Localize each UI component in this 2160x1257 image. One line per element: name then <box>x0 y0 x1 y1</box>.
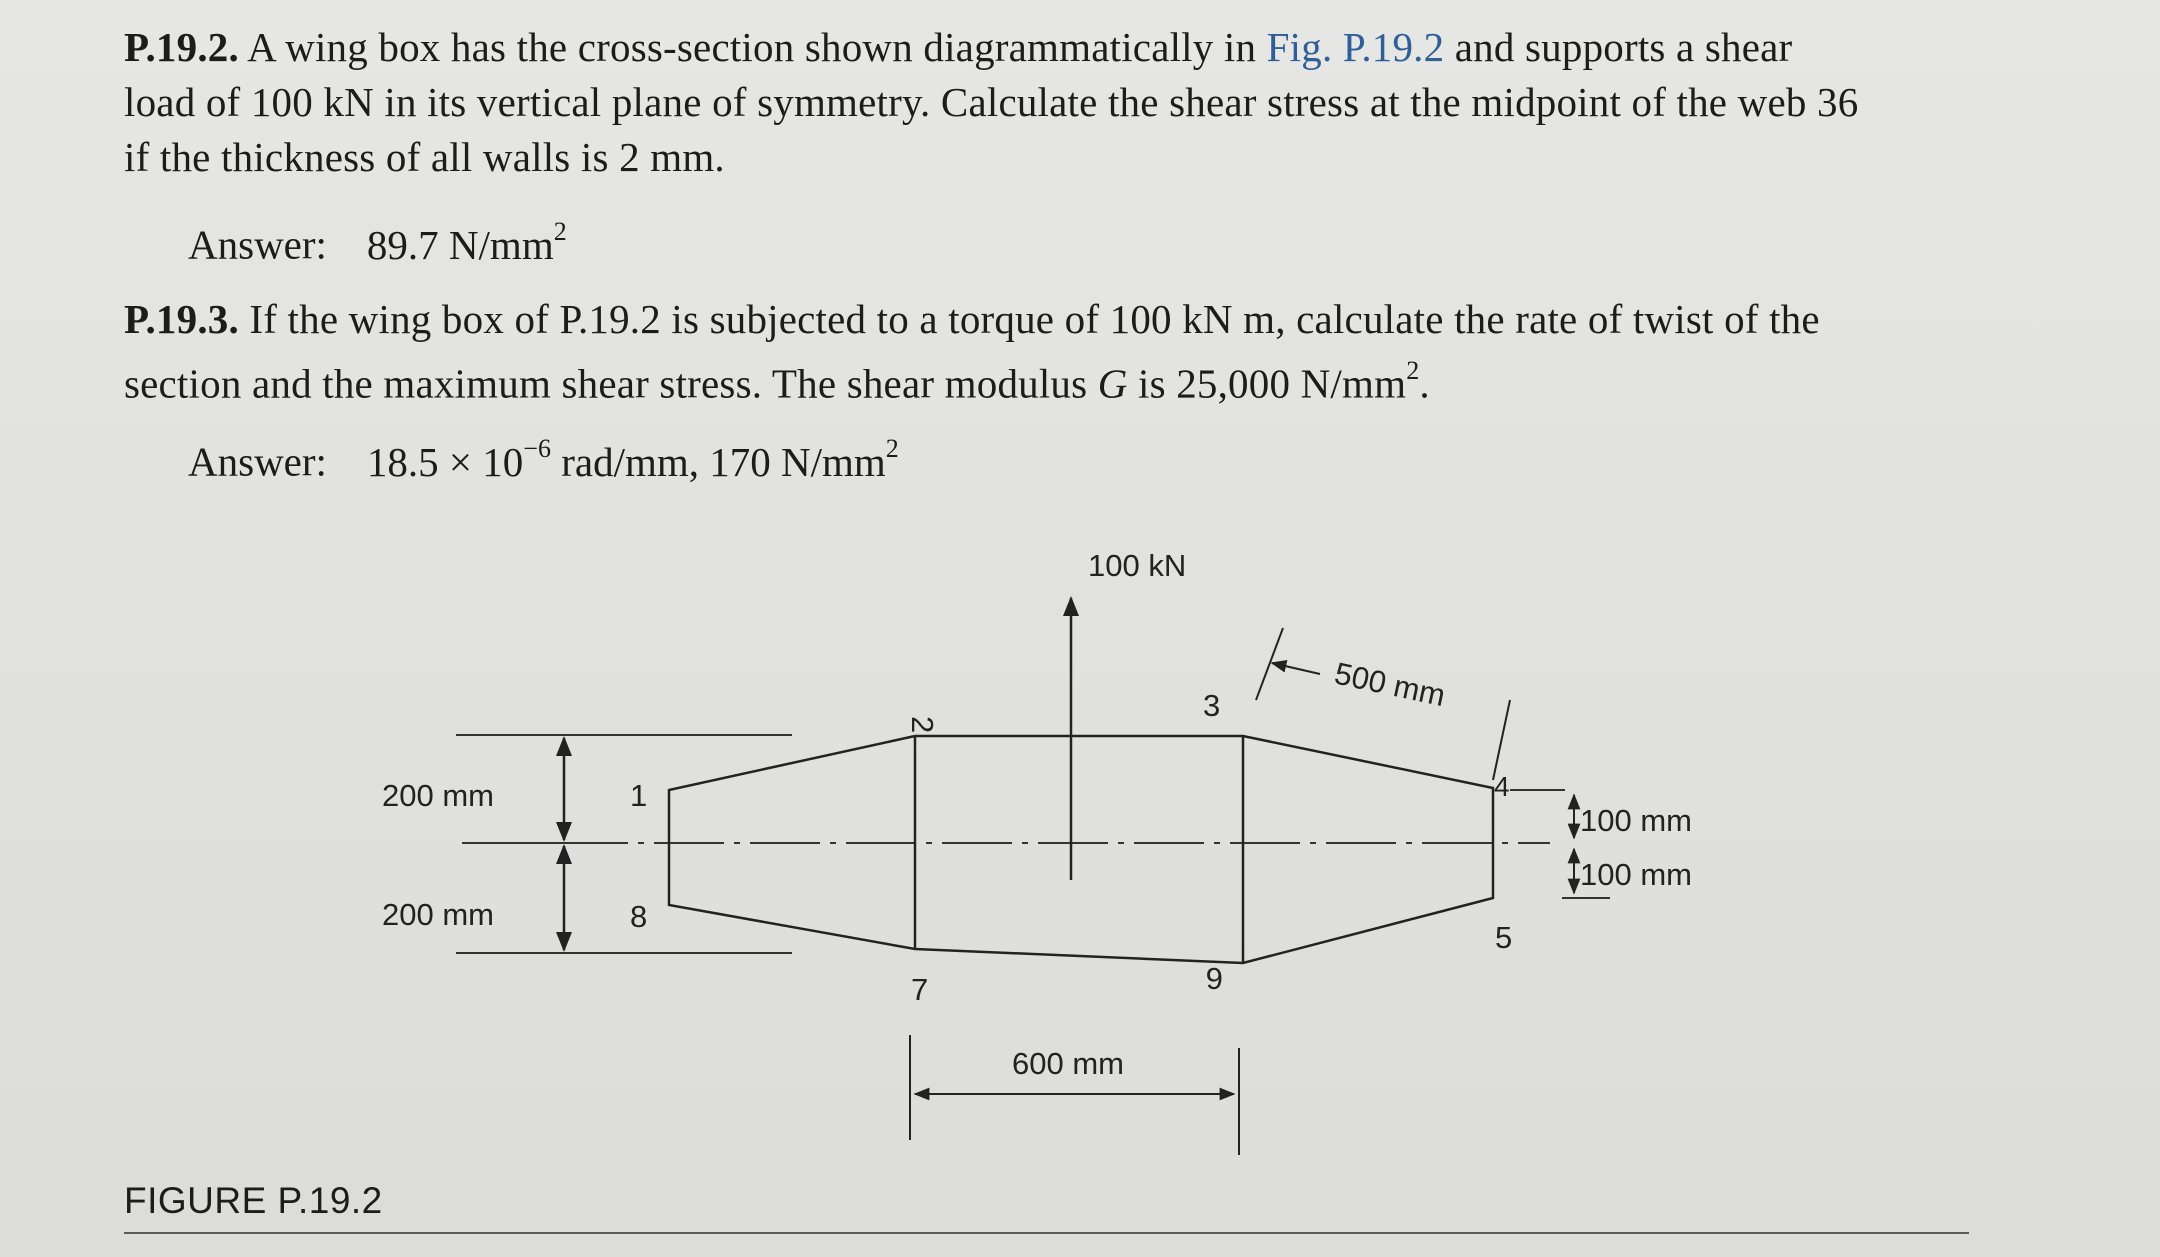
node-label-5: 5 <box>1495 920 1513 955</box>
answer-19-3-value-b: rad/mm, 170 N/mm <box>550 438 886 485</box>
problem-19-2-line-2: load of 100 kN in its vertical plane of symmetry. Calculate the shear stress at the midpoint of the web 36 <box>124 79 1859 125</box>
answer-19-2-exponent: 2 <box>553 217 567 246</box>
answer-19-3-label: Answer: <box>188 438 327 485</box>
dim-500-arrow <box>1272 663 1320 674</box>
problem-19-3-text: If the wing box of P.19.2 is subjected to a torque of 100 kN m, calculate the rate of twist of the <box>249 296 1820 342</box>
problem-19-2-line-3: if the thickness of all walls is 2 mm. <box>124 134 725 180</box>
answer-19-2-label: Answer: <box>188 221 327 268</box>
problem-19-3-period: . <box>1419 360 1430 407</box>
problem-19-2-text-b: and supports a shear <box>1454 24 1793 70</box>
dim-500-label: 500 mm <box>1331 655 1449 714</box>
problem-19-2-text-a: A wing box has the cross-section shown diagrammatically in <box>247 24 1257 70</box>
problem-19-3-label: P.19.3. <box>124 296 239 342</box>
problem-19-2-label: P.19.2. <box>124 24 239 70</box>
wing-box-outline <box>669 736 1493 963</box>
answer-19-3-exponent-2: 2 <box>885 434 899 463</box>
figure-reference-link[interactable]: Fig. P.19.2 <box>1266 24 1445 70</box>
figure-caption: FIGURE P.19.2 <box>124 1180 383 1221</box>
answer-19-3-value-a: 18.5 × 10 <box>366 438 524 485</box>
node-label-1: 1 <box>630 778 648 813</box>
problem-19-3-text-b: is 25,000 N/mm <box>1138 360 1407 407</box>
problem-19-3-exponent: 2 <box>1406 356 1420 385</box>
answer-19-3-exponent-1: −6 <box>523 434 551 463</box>
node-label-6: 6 <box>1205 961 1223 996</box>
dim-100-top-label: 100 mm <box>1580 803 1692 838</box>
dim-100-bottom-label: 100 mm <box>1580 857 1692 892</box>
problem-19-3-text-a: section and the maximum shear stress. The shear modulus <box>124 360 1088 407</box>
node-label-3: 3 <box>1203 688 1221 723</box>
node-label-8: 8 <box>630 899 648 934</box>
node-label-4: 4 <box>1494 771 1510 802</box>
load-label: 100 kN <box>1088 548 1187 583</box>
node-label-2: 2 <box>905 716 940 734</box>
caption-divider <box>124 1232 1969 1234</box>
dim-600-label: 600 mm <box>1012 1046 1124 1081</box>
node-label-7: 7 <box>911 972 929 1007</box>
dim-200-top-label: 200 mm <box>382 778 494 813</box>
answer-19-2-value-text: 89.7 N/mm <box>366 221 554 268</box>
shear-modulus-symbol: G <box>1097 360 1128 407</box>
dim-200-bottom-label: 200 mm <box>382 897 494 932</box>
dim-500-extension-right <box>1493 700 1510 780</box>
